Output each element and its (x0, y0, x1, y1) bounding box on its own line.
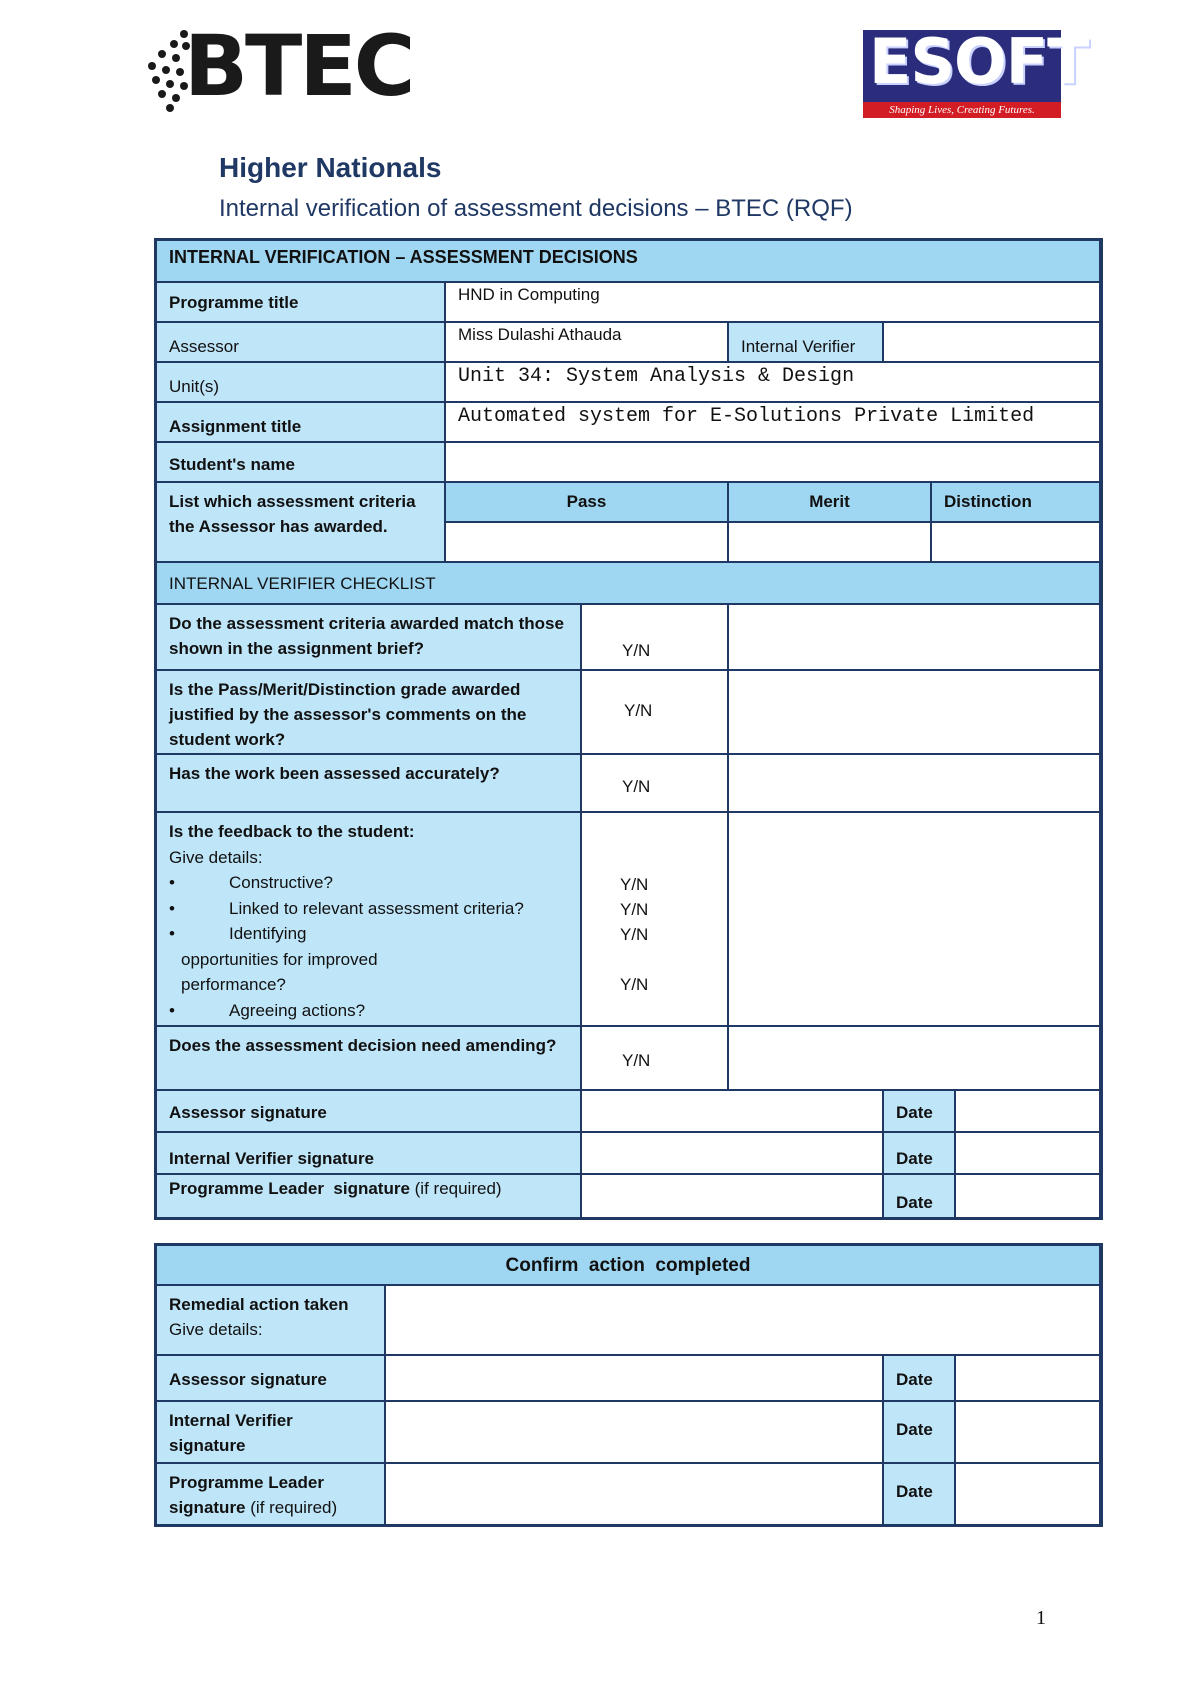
confirm-assessor-signature-label: Assessor signature (156, 1355, 385, 1401)
document-title: Higher Nationals (219, 152, 442, 183)
checklist-question-criteria-match: Do the assessment criteria awarded match those shown in the assignment brief? (156, 604, 581, 670)
bullet-icon: • (169, 924, 175, 943)
checklist-question-assessed-accurately: Has the work been assessed accurately? (156, 754, 581, 812)
date-label: Date (883, 1174, 955, 1218)
units-value[interactable]: Unit 34: System Analysis & Design (445, 362, 1100, 402)
programme-title-label: Programme title (156, 282, 445, 322)
date-label: Date (883, 1355, 955, 1401)
criteria-label: List which assessment criteria the Assessor has awarded. (156, 482, 445, 562)
yn-text: Y/N (622, 1051, 651, 1070)
date-label: Date (883, 1401, 955, 1463)
feedback-identifying: Identifying (229, 924, 307, 943)
bullet-icon: • (169, 873, 175, 892)
date-label: Date (883, 1132, 955, 1174)
yn-text: Y/N (620, 900, 649, 919)
confirm-iv-signature-label: Internal Verifier signature (156, 1401, 385, 1463)
yn-text: Y/N (622, 641, 651, 660)
checklist-header: INTERNAL VERIFIER CHECKLIST (156, 562, 1100, 604)
confirm-pl-signature-label-note: (if required) (245, 1498, 338, 1517)
btec-wordmark: BTEC (184, 17, 413, 115)
student-name-label: Student's name (156, 442, 445, 482)
feedback-question-title: Is the feedback to the student: (169, 822, 415, 841)
checklist-question-grade-justified: Is the Pass/Merit/Distinction grade awarded justified by the assessor's comments on the student work? (156, 670, 581, 754)
iv-signature-label: Internal Verifier signature (156, 1132, 581, 1174)
yn-text: Y/N (620, 925, 649, 944)
remedial-give-details: Give details: (169, 1320, 263, 1339)
date-label: Date (883, 1090, 955, 1132)
page-number: 1 (1036, 1607, 1046, 1629)
feedback-give-details: Give details: (169, 847, 263, 867)
confirm-header: Confirm action completed (156, 1245, 1100, 1285)
programme-title-value[interactable]: HND in Computing (445, 282, 1100, 322)
yn-text: Y/N (624, 701, 653, 720)
bullet-icon: • (169, 898, 175, 918)
esoft-logo (863, 25, 1089, 118)
feedback-linked-criteria: Linked to relevant assessment criteria? (229, 898, 524, 918)
feedback-agreeing-actions: Agreeing actions? (229, 1000, 366, 1020)
assessor-label: Assessor (156, 322, 445, 362)
esoft-wordmark: ESOFT (869, 25, 1089, 98)
assignment-title-value[interactable]: Automated system for E-Solutions Private Limited (445, 402, 1100, 442)
confirm-pl-signature-label-bold: Programme Leader signature (169, 1473, 324, 1517)
remedial-action-title: Remedial action taken (169, 1295, 349, 1314)
units-label: Unit(s) (156, 362, 445, 402)
document-subtitle: Internal verification of assessment decisions – BTEC (RQF) (219, 195, 853, 222)
assessor-signature-label: Assessor signature (156, 1090, 581, 1132)
bullet-icon: • (169, 1000, 175, 1020)
yn-text: Y/N (622, 777, 651, 796)
assignment-title-label: Assignment title (156, 402, 445, 442)
yn-text: Y/N (620, 975, 649, 994)
table-border (154, 238, 1103, 1220)
pass-header: Pass (445, 482, 728, 522)
yn-text: Y/N (620, 875, 649, 894)
pl-signature-label-note: (if required) (409, 1179, 502, 1198)
distinction-header: Distinction (931, 482, 1100, 522)
confirm-table-border (154, 1243, 1103, 1527)
feedback-identifying-continued: opportunities for improved performance? (181, 949, 378, 994)
internal-verifier-label: Internal Verifier (728, 322, 883, 362)
pl-signature-label-bold: Programme Leader signature (169, 1179, 410, 1198)
merit-header: Merit (728, 482, 931, 522)
section-header: INTERNAL VERIFICATION – ASSESSMENT DECISIONS (156, 240, 1100, 282)
btec-logo (146, 17, 413, 118)
date-label: Date (883, 1463, 955, 1525)
feedback-constructive: Constructive? (229, 873, 333, 892)
assessor-value[interactable]: Miss Dulashi Athauda (445, 322, 728, 362)
esoft-tagline: Shaping Lives, Creating Futures. (863, 102, 1061, 118)
checklist-question-amending: Does the assessment decision need amending? (156, 1026, 581, 1090)
